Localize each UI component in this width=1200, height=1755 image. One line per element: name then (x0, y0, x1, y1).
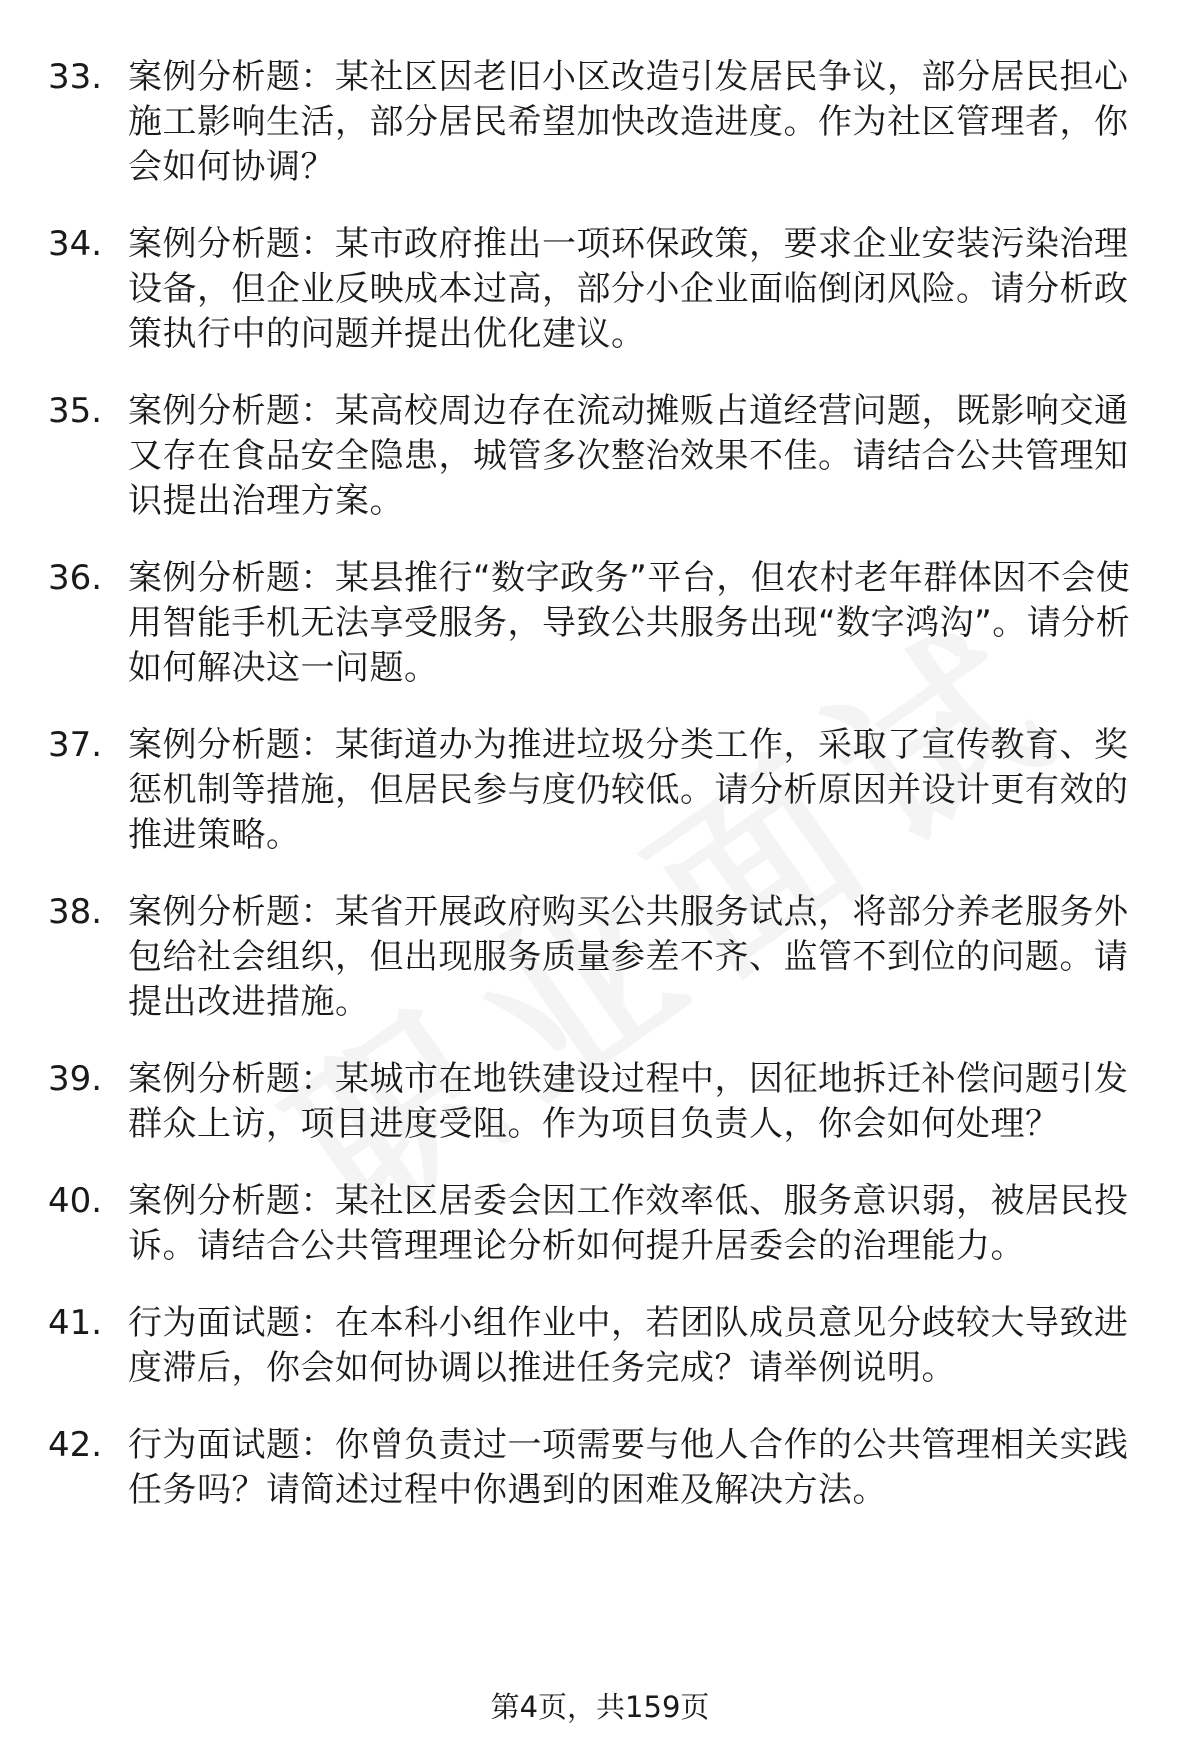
question-text: 案例分析题：某省开展政府购买公共服务试点，将部分养老服务外包给社会组织，但出现服务质量参差不齐、监管不到位的问题。请提出改进措施。 (128, 892, 1129, 1022)
question-text: 案例分析题：某社区因老旧小区改造引发居民争议，部分居民担心施工影响生活，部分居民希望加快改造进度。作为社区管理者，你会如何协调？ (128, 57, 1129, 187)
question-item (48, 556, 1158, 691)
question-item (48, 890, 1158, 1025)
question-number: 34. (48, 224, 103, 264)
page-footer: 第4页，共159页 (490, 1690, 710, 1724)
question-text: 案例分析题：某城市在地铁建设过程中，因征地拆迁补偿问题引发群众上访，项目进度受阻。作为项目负责人，你会如何处理？ (128, 1059, 1129, 1144)
question-list (48, 55, 1158, 1545)
question-item (48, 222, 1158, 357)
question-item (48, 1423, 1158, 1513)
question-text: 案例分析题：某街道办为推进垃圾分类工作，采取了宣传教育、奖惩机制等措施，但居民参与度仍较低。请分析原因并设计更有效的推进策略。 (128, 725, 1129, 855)
question-text: 案例分析题：某县推行“数字政务”平台，但农村老年群体因不会使用智能手机无法享受服务，导致公共服务出现“数字鸿沟”。请分析如何解决这一问题。 (128, 558, 1131, 688)
question-item (48, 55, 1158, 190)
question-item (48, 1301, 1158, 1391)
question-text: 案例分析题：某社区居委会因工作效率低、服务意识弱，被居民投诉。请结合公共管理理论分析如何提升居委会的治理能力。 (128, 1181, 1129, 1266)
question-text: 行为面试题：你曾负责过一项需要与他人合作的公共管理相关实践任务吗？请简述过程中你遇到的困难及解决方法。 (128, 1425, 1129, 1510)
question-number: 33. (48, 57, 103, 97)
question-number: 40. (48, 1181, 103, 1221)
question-text: 案例分析题：某高校周边存在流动摊贩占道经营问题，既影响交通又存在食品安全隐患，城管多次整治效果不佳。请结合公共管理知识提出治理方案。 (128, 391, 1129, 521)
question-number: 42. (48, 1425, 103, 1465)
question-number: 41. (48, 1303, 103, 1343)
question-item (48, 389, 1158, 524)
question-number: 35. (48, 391, 103, 431)
question-item (48, 1057, 1158, 1147)
question-text: 案例分析题：某市政府推出一项环保政策，要求企业安装污染治理设备，但企业反映成本过高，部分小企业面临倒闭风险。请分析政策执行中的问题并提出优化建议。 (128, 224, 1129, 354)
question-text: 行为面试题：在本科小组作业中，若团队成员意见分歧较大导致进度滞后，你会如何协调以推进任务完成？请举例说明。 (128, 1303, 1129, 1388)
question-item (48, 1179, 1158, 1269)
question-number: 38. (48, 892, 103, 932)
question-number: 36. (48, 558, 103, 598)
question-number: 39. (48, 1059, 103, 1099)
question-item (48, 723, 1158, 858)
question-number: 37. (48, 725, 103, 765)
